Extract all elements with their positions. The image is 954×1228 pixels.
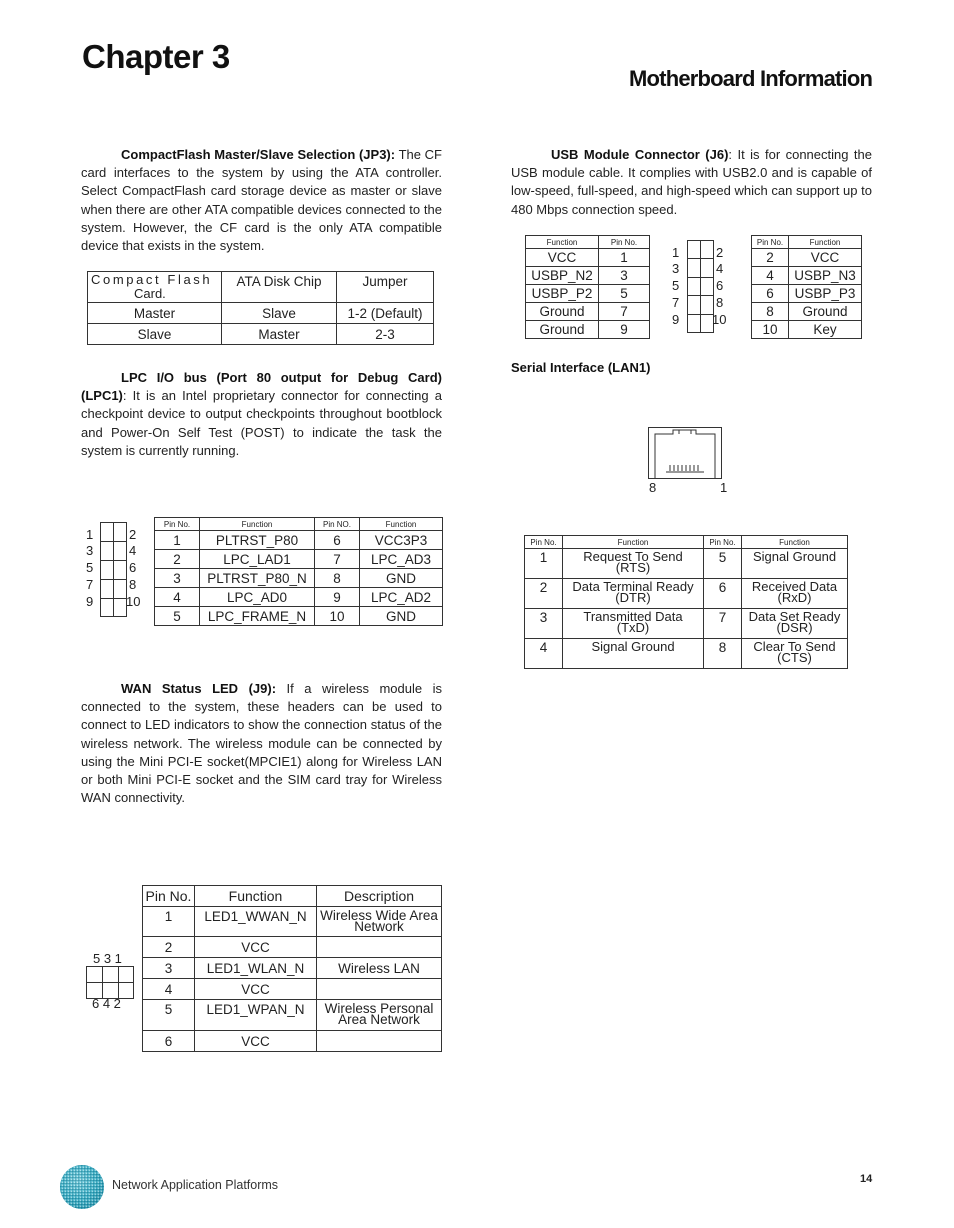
cell-line: (RTS): [615, 560, 651, 575]
serial-table: [524, 535, 848, 669]
cell-line: Signal Ground: [752, 549, 837, 564]
table-row: [526, 285, 650, 303]
table-cell: VCC: [789, 249, 862, 267]
port-label-1: 1: [720, 480, 728, 495]
table-cell: 5: [599, 285, 650, 303]
table-header: Function: [742, 536, 848, 549]
table-header: Function: [195, 886, 317, 907]
table-cell: Master: [222, 324, 337, 345]
table-cell: Wireless Personal Area Network: [317, 1000, 442, 1031]
table-row: [143, 958, 442, 979]
table-cell: 4: [752, 267, 789, 285]
table-cell: 7: [704, 609, 742, 639]
table-row: [526, 321, 650, 339]
table-cell: 10: [315, 607, 360, 626]
table-cell: 1: [143, 907, 195, 937]
pin-label: 3: [86, 543, 94, 558]
table-cell: LED1_WLAN_N: [195, 958, 317, 979]
table-row: [525, 639, 848, 669]
table-cell: 9: [315, 588, 360, 607]
table-cell: 8: [752, 303, 789, 321]
table-cell: [742, 639, 848, 669]
table-row: [752, 321, 862, 339]
pin-label: 10: [712, 312, 727, 327]
usb-left-table: [525, 235, 650, 339]
table-header: Pin No.: [704, 536, 742, 549]
section-title: Motherboard Information: [629, 66, 873, 91]
table-cell: Ground: [789, 303, 862, 321]
usb-pin-header-diagram: [687, 240, 713, 332]
table-cell: [317, 1031, 442, 1052]
table-row: [155, 550, 443, 569]
table-cell: [563, 579, 704, 609]
table-cell: [563, 609, 704, 639]
lpc-body: : It is an Intel proprietary connector for connecting a checkpoint device to output checkpoints throughout bootblock and Power-On Self Test (POST) to indicate the task the system is currently running.: [81, 388, 442, 458]
cf-body: The CF card interfaces to the system by using the ATA controller. Select CompactFlash card storage device as master or slave when there are other ATA compatible devices connected to the system. However, the CF card is the only ATA compatible device that exists in the system.: [81, 147, 442, 254]
table-cell: 8: [704, 639, 742, 669]
port-label-8: 8: [649, 480, 657, 495]
table-header-row: [155, 518, 443, 531]
pin-label: 8: [716, 295, 724, 310]
usb-body: : It is for connecting the USB module cable. It complies with USB2.0 and is capable of low-speed, full-speed, and high-speed which can support up to 480 Mbps connection speed.: [511, 147, 872, 217]
cf-table-header-card: Card.: [134, 286, 166, 301]
table-cell: 10: [752, 321, 789, 339]
wan-pin-header-diagram: [86, 966, 134, 998]
table-cell: 5: [143, 1000, 195, 1031]
table-row: [155, 588, 443, 607]
table-cell: USBP_P2: [526, 285, 599, 303]
pin-label: 7: [672, 295, 680, 310]
pin-label: 9: [86, 594, 94, 609]
table-cell: 6: [704, 579, 742, 609]
pin-label: 2: [129, 527, 137, 542]
cf-table-header: Jumper: [337, 272, 434, 303]
table-cell: 6: [752, 285, 789, 303]
table-row: [143, 979, 442, 1000]
cell-line: Clear To Send: [753, 639, 836, 654]
table-cell: VCC: [195, 1031, 317, 1052]
table-cell: 1: [155, 531, 200, 550]
pin-label: 5: [86, 560, 94, 575]
table-header: Description: [317, 886, 442, 907]
table-cell: GND: [360, 607, 443, 626]
table-cell: [317, 937, 442, 958]
table-cell: [563, 549, 704, 579]
table-cell: 6: [315, 531, 360, 550]
pin-label: 10: [126, 594, 141, 609]
table-cell: 7: [315, 550, 360, 569]
table-cell: Master: [88, 303, 222, 324]
table-cell: LED1_WWAN_N: [195, 907, 317, 937]
table-cell: [742, 579, 848, 609]
table-header: Pin NO.: [315, 518, 360, 531]
table-header: Function: [789, 236, 862, 249]
table-cell: 1: [525, 549, 563, 579]
table-row: [88, 324, 434, 345]
rj45-port-icon: [648, 427, 724, 483]
table-cell: Wireless Wide Area Network: [317, 907, 442, 937]
chapter-title: Chapter 3: [82, 38, 230, 75]
pin-label: 6: [129, 560, 137, 575]
table-row: [155, 569, 443, 588]
table-row: [143, 907, 442, 937]
pin-label: 3: [672, 261, 680, 276]
table-cell: LPC_LAD1: [200, 550, 315, 569]
cell-line: Data Terminal Ready: [572, 579, 694, 594]
table-cell: VCC: [526, 249, 599, 267]
table-row: [526, 249, 650, 267]
table-cell: VCC: [195, 937, 317, 958]
table-header: Pin No.: [525, 536, 563, 549]
table-cell: LPC_AD0: [200, 588, 315, 607]
table-cell: Ground: [526, 303, 599, 321]
wan-pins-bottom: 6 4 2: [92, 996, 121, 1011]
table-header: Function: [360, 518, 443, 531]
table-row: [143, 1031, 442, 1052]
table-cell: GND: [360, 569, 443, 588]
cell-line: (CTS): [777, 650, 812, 665]
table-cell: VCC: [195, 979, 317, 1000]
table-cell: 3: [143, 958, 195, 979]
lpc-paragraph: [81, 369, 442, 460]
cell-line: Received Data: [751, 579, 838, 594]
table-header: Pin No.: [143, 886, 195, 907]
pin-label: 1: [672, 245, 680, 260]
cell-line: Request To Send: [583, 549, 683, 564]
table-header-row: [525, 536, 848, 549]
table-header: Pin No.: [599, 236, 650, 249]
pin-label: 2: [716, 245, 724, 260]
serial-heading: Serial Interface (LAN1): [511, 360, 651, 375]
table-cell: VCC3P3: [360, 531, 443, 550]
table-cell: 9: [599, 321, 650, 339]
table-cell: 2: [143, 937, 195, 958]
cf-title: CompactFlash Master/Slave Selection (JP3):: [121, 147, 396, 162]
table-row: [526, 267, 650, 285]
wan-paragraph: [81, 680, 442, 807]
table-row: [143, 937, 442, 958]
table-cell: Ground: [526, 321, 599, 339]
table-cell: USBP_P3: [789, 285, 862, 303]
table-cell: 4: [525, 639, 563, 669]
table-cell: [563, 639, 704, 669]
table-header: Pin No.: [155, 518, 200, 531]
globe-logo-icon: [58, 1163, 106, 1211]
table-cell: LPC_AD3: [360, 550, 443, 569]
pin-label: 1: [86, 527, 94, 542]
cf-table-header: ATA Disk Chip: [222, 272, 337, 303]
table-cell: 4: [155, 588, 200, 607]
lpc-table: [154, 517, 443, 626]
pin-label: 9: [672, 312, 680, 327]
table-row: [88, 303, 434, 324]
table-cell: 4: [143, 979, 195, 1000]
table-cell: USBP_N3: [789, 267, 862, 285]
table-cell: PLTRST_P80: [200, 531, 315, 550]
cell-line: (DSR): [776, 620, 813, 635]
pin-label: 5: [672, 278, 680, 293]
cell-line: Signal Ground: [591, 639, 675, 654]
pin-label: 8: [129, 577, 137, 592]
table-cell: Wireless LAN: [317, 958, 442, 979]
table-cell: LPC_FRAME_N: [200, 607, 315, 626]
table-cell: 2: [155, 550, 200, 569]
table-cell: LPC_AD2: [360, 588, 443, 607]
cell-line: (DTR): [615, 590, 651, 605]
table-header: Function: [200, 518, 315, 531]
table-header-row: [526, 236, 650, 249]
table-cell: [317, 979, 442, 1000]
table-cell: PLTRST_P80_N: [200, 569, 315, 588]
table-header: Pin No.: [752, 236, 789, 249]
table-cell: 3: [155, 569, 200, 588]
table-cell: 5: [155, 607, 200, 626]
table-row: [526, 303, 650, 321]
table-cell: 2-3: [337, 324, 434, 345]
table-row: [525, 549, 848, 579]
table-row: [143, 1000, 442, 1031]
wan-title: WAN Status LED (J9):: [121, 681, 277, 696]
table-cell: 1-2 (Default): [337, 303, 434, 324]
pin-label: 7: [86, 577, 94, 592]
table-cell: 1: [599, 249, 650, 267]
table-cell: Slave: [222, 303, 337, 324]
table-row: [525, 609, 848, 639]
table-header-row: [143, 886, 442, 907]
cell-line: Transmitted Data: [583, 609, 683, 624]
cf-table: [87, 271, 434, 345]
wan-pins-top: 5 3 1: [93, 951, 122, 966]
wan-body: If a wireless module is connected to the system, these headers can be used to connect to LED indicators to show the connection status of the wireless network. The wireless module can be connected by using the Mini PCI-E socket(MPCIE1) along for Wireless LAN or both Mini PCI-E socket and the SIM card tray for Wireless WAN connectivity.: [81, 681, 442, 806]
table-cell: 7: [599, 303, 650, 321]
table-row: [525, 579, 848, 609]
table-row: [752, 267, 862, 285]
table-row: [155, 607, 443, 626]
cf-table-header-1: Compact Flash: [91, 272, 213, 287]
table-cell: 2: [525, 579, 563, 609]
table-row: [752, 285, 862, 303]
cell-line: (TxD): [616, 620, 650, 635]
usb-title: USB Module Connector (J6): [551, 147, 729, 162]
table-cell: [742, 549, 848, 579]
pin-label: 4: [129, 543, 137, 558]
table-cell: 5: [704, 549, 742, 579]
table-header: Function: [563, 536, 704, 549]
table-cell: 8: [315, 569, 360, 588]
pin-label: 6: [716, 278, 724, 293]
wan-table: [142, 885, 442, 1052]
table-row: [752, 249, 862, 267]
table-cell: 3: [599, 267, 650, 285]
table-cell: [742, 609, 848, 639]
table-header-row: [752, 236, 862, 249]
lpc-title: LPC I/O bus (Port 80 output for Debug Card) (LPC1): [81, 370, 442, 404]
table-cell: 3: [525, 609, 563, 639]
usb-right-table: [751, 235, 862, 339]
table-cell: LED1_WPAN_N: [195, 1000, 317, 1031]
table-header: Function: [526, 236, 599, 249]
pin-label: 4: [716, 261, 724, 276]
table-row: [155, 531, 443, 550]
table-cell: USBP_N2: [526, 267, 599, 285]
lpc-pin-header-diagram: [100, 522, 126, 616]
cell-line: (RxD): [777, 590, 812, 605]
page-number: 14: [860, 1173, 873, 1185]
table-cell: 6: [143, 1031, 195, 1052]
table-cell: Slave: [88, 324, 222, 345]
cell-line: Data Set Ready: [748, 609, 841, 624]
footer-text: Network Application Platforms: [112, 1178, 279, 1192]
table-row: [752, 303, 862, 321]
cf-paragraph: [81, 146, 442, 255]
usb-paragraph: [511, 146, 872, 219]
table-cell: Key: [789, 321, 862, 339]
table-cell: 2: [752, 249, 789, 267]
